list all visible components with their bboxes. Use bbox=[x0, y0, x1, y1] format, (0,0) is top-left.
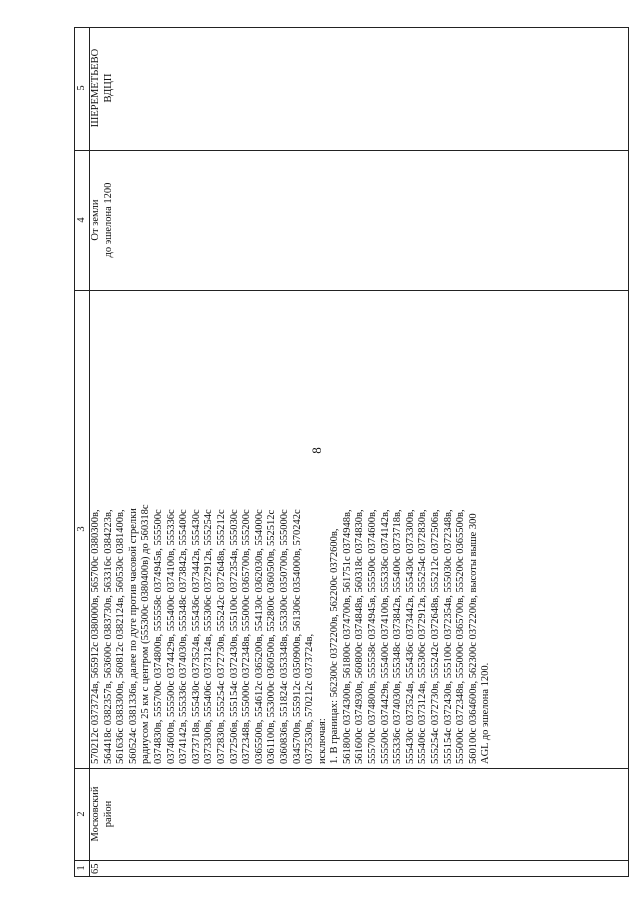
column-5 bbox=[75, 26, 628, 150]
description-line: 0373530в, 570212с 0373724в, bbox=[304, 633, 316, 764]
description-line: 560524с 0381336в, далее по дуге против часовой стрелки bbox=[127, 508, 139, 764]
airspace-table bbox=[74, 27, 629, 877]
description-line: 0361100в, 553000с 0360500в, 552800с 0360500в, 552512с bbox=[266, 509, 278, 764]
zone-boundary-description bbox=[90, 294, 493, 764]
description-line: 0374830в, 555700с 0374800в, 555558с 0374945в, 555500с bbox=[152, 509, 164, 764]
column-4 bbox=[75, 150, 628, 290]
district-line: район bbox=[102, 800, 114, 828]
agency-line: ШЕРЕМЕТЬЕВО bbox=[90, 48, 101, 128]
header-col-5: 5 bbox=[76, 85, 87, 91]
description-line: 0372348в, 555000с 0372348в, 555000с 0365700в, 555200с bbox=[241, 509, 253, 764]
column-2 bbox=[75, 768, 628, 860]
description-line: 0374142в, 555336с 0374030в, 555348с 0373842в, 555400с bbox=[178, 509, 190, 764]
header-col-1: 1 bbox=[76, 865, 87, 871]
description-line: 555336с 0374030в, 555348с 0373842в, 555400с 0373718в, bbox=[392, 509, 404, 764]
description-line: 1. В границах: 562300с 0372200в, 562200с 0372600в, bbox=[329, 528, 341, 764]
description-line: исключая: bbox=[316, 718, 328, 764]
description-line: 0365500в, 554612с 0365200в, 554130с 0362030в, 554000с bbox=[253, 509, 265, 764]
description-line: 0372506в, 555154с 0372430в, 555100с 0372354в, 555030с bbox=[228, 509, 240, 764]
header-col-3: 3 bbox=[76, 526, 87, 532]
description-line: AGL до эшелона 1200. bbox=[480, 662, 492, 764]
description-line: 555000с 0372348в, 555000с 0365700в, 555200с 0365500в, bbox=[455, 509, 467, 764]
header-col-4: 4 bbox=[76, 217, 87, 223]
description-line: 0373300в, 555406с 0373124в, 555306с 0372912в, 555254с bbox=[203, 509, 215, 764]
district-line: Московский bbox=[90, 786, 101, 842]
description-line: 555406с 0373124в, 555306с 0372912в, 555254с 0372830в, bbox=[417, 509, 429, 764]
description-line: 555254с 0372730в, 555242с 0372648в, 555212с 0372506в, bbox=[430, 509, 442, 764]
height-limits bbox=[90, 152, 115, 288]
description-line: радиусом 25 км с центром (555300с 0380400в) до 560318с bbox=[140, 504, 152, 764]
page-number: 8 bbox=[308, 447, 324, 454]
description-line: 0373718в, 555430с 0373524в, 555436с 0373442в, 555430с bbox=[190, 509, 202, 764]
description-line: 561800с 0374300в, 561800с 0374700в, 561751с 0374948в, bbox=[341, 509, 353, 764]
control-agency bbox=[90, 28, 115, 148]
description-line: 0345700в, 555912с 0350900в, 561306с 0354000в, 570242с bbox=[291, 509, 303, 764]
description-line: 0374600в, 555500с 0374429в, 555400с 0374100в, 555336с bbox=[165, 509, 177, 764]
district-name bbox=[90, 770, 115, 858]
agency-line: ВДЦП bbox=[102, 73, 114, 103]
description-line: 0360836в, 551824с 0353348в, 553300с 0350700в, 555000с bbox=[278, 509, 290, 764]
height-line: От земли bbox=[90, 199, 101, 241]
description-line: 555430с 0373524в, 555436с 0373442в, 555430с 0373300в, bbox=[404, 509, 416, 764]
description-line: 555500с 0374429в, 555400с 0374100в, 555336с 0374142в, bbox=[379, 509, 391, 764]
description-line: 555700с 0374800в, 555558с 0374945в, 555500с 0374600в, bbox=[367, 509, 379, 764]
height-line: до эшелона 1200 bbox=[102, 182, 114, 258]
description-line: 560100с 0364600в, 562300с 0372200в, высоты выше 300 bbox=[467, 513, 479, 764]
description-line: 564418с 0382357в, 563600с 0383730в, 563316с 0384223в, bbox=[102, 509, 114, 764]
description-line: 555154с 0372430в, 555100с 0372354в, 555030с 0372348в, bbox=[442, 509, 454, 764]
description-line: 570212с 0373724в, 565912с 0380000в, 565700с 0380300в, bbox=[90, 509, 101, 764]
column-1 bbox=[75, 860, 628, 876]
description-line: 561600с 0374930в, 560800с 0374848в, 560318с 0374830в, bbox=[354, 509, 366, 764]
description-line: 561636с 0383300в, 560812с 0382124в, 560530с 0381400в, bbox=[115, 509, 127, 764]
row-number: 65 bbox=[90, 863, 101, 874]
description-line: 0372830в, 555254с 0372730в, 555242с 0372648в, 555212с bbox=[215, 509, 227, 764]
header-col-2: 2 bbox=[76, 811, 87, 817]
